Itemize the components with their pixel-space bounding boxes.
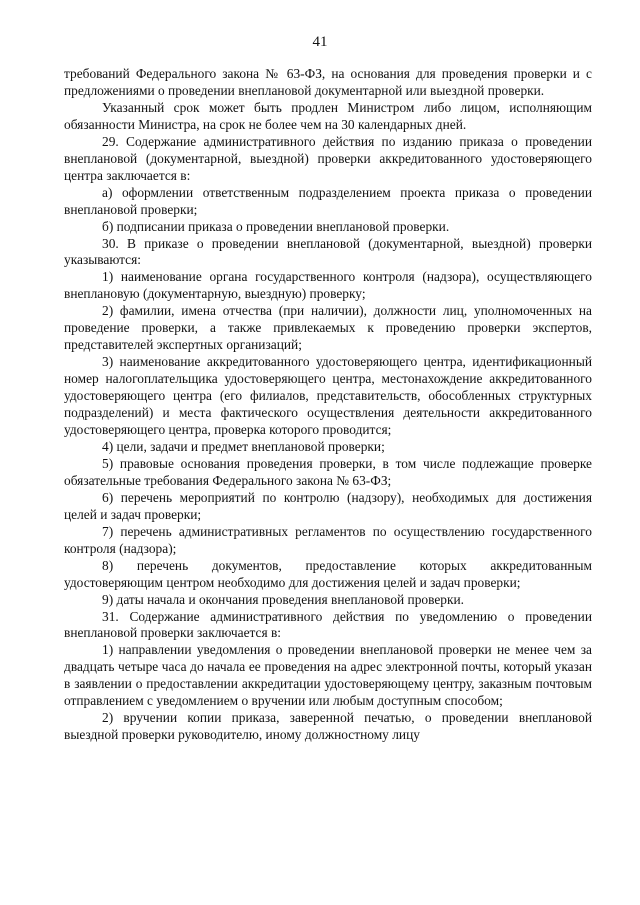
paragraph-continuation: требований Федерального закона № 63-ФЗ, на основания для проведения проверки и с предложениями о проведении внеплановой документарной или выездной проверки. (64, 66, 592, 98)
paragraph-31: 31. Содержание административного действия по уведомлению о проведении внеплановой проверки заключается в: (64, 608, 592, 641)
paragraph-30: 30. В приказе о проведении внеплановой (документарной, выездной) проверки указываются: (64, 235, 592, 268)
paragraph-30-item-2: 2) фамилии, имена отчества (при наличии), должности лиц, уполномоченных на проведение проверки, а также привлекаемых к проведению проверки экспертов, представителей экспертных организаций; (64, 303, 592, 353)
paragraph-30-item-8: 8) перечень документов, предоставление которых аккредитованным удостоверяющим центром необходимо для достижения целей и задач проверки; (64, 557, 592, 590)
page-number: 41 (312, 34, 328, 50)
paragraph-31-item-1: 1) направлении уведомления о проведении внеплановой проверки не менее чем за двадцать четыре часа до начала ее проведения на адрес электронной почты, который указан в заявлении о предоставлении аккредитации удостоверяющему центру, заказным почтовым отправлением с уведомлением о вручении или любым доступным способом; (64, 642, 592, 709)
paragraph-term-extension: Указанный срок может быть продлен Министром либо лицом, исполняющим обязанности Министра, на срок не более чем на 30 календарных дней. (64, 99, 592, 132)
paragraph-30-item-5: 5) правовые основания проведения проверки, в том числе подлежащие проверке обязательные требования Федерального закона № 63-ФЗ; (64, 455, 592, 488)
paragraph-31-item-2: 2) вручении копии приказа, заверенной печатью, о проведении внеплановой выездной проверки руководителю, иному должностному лицу (64, 710, 592, 743)
paragraph-29-b: б) подписании приказа о проведении внеплановой проверки. (102, 218, 450, 234)
paragraph-29-a: а) оформлении ответственным подразделением проекта приказа о проведении внеплановой проверки; (64, 184, 592, 217)
paragraph-30-item-7: 7) перечень административных регламентов по осуществлению государственного контроля (надзора); (64, 523, 592, 556)
paragraph-30-item-6: 6) перечень мероприятий по контролю (надзору), необходимых для достижения целей и задач проверки; (64, 489, 592, 522)
document-body (64, 66, 592, 744)
paragraph-30-item-4: 4) цели, задачи и предмет внеплановой проверки; (102, 438, 385, 454)
paragraph-29: 29. Содержание административного действия по изданию приказа о проведении внеплановой (документарной, выездной) проверки аккредитованного удостоверяющего центра заключается в: (64, 133, 592, 183)
paragraph-30-item-3: 3) наименование аккредитованного удостоверяющего центра, идентификационный номер налогоплательщика удостоверяющего центра, местонахождение аккредитованного удостоверяющего центра (его филиалов, представительств, обособленных структурных подразделений) и места фактического осуществления деятельности аккредитованного удостоверяющего центра, проверка которого проводится; (64, 354, 592, 438)
paragraph-30-item-9: 9) даты начала и окончания проведения внеплановой проверки. (102, 591, 465, 607)
paragraph-30-item-1: 1) наименование органа государственного контроля (надзора), осуществляющего внеплановую (документарную, выездную) проверку; (64, 269, 592, 302)
